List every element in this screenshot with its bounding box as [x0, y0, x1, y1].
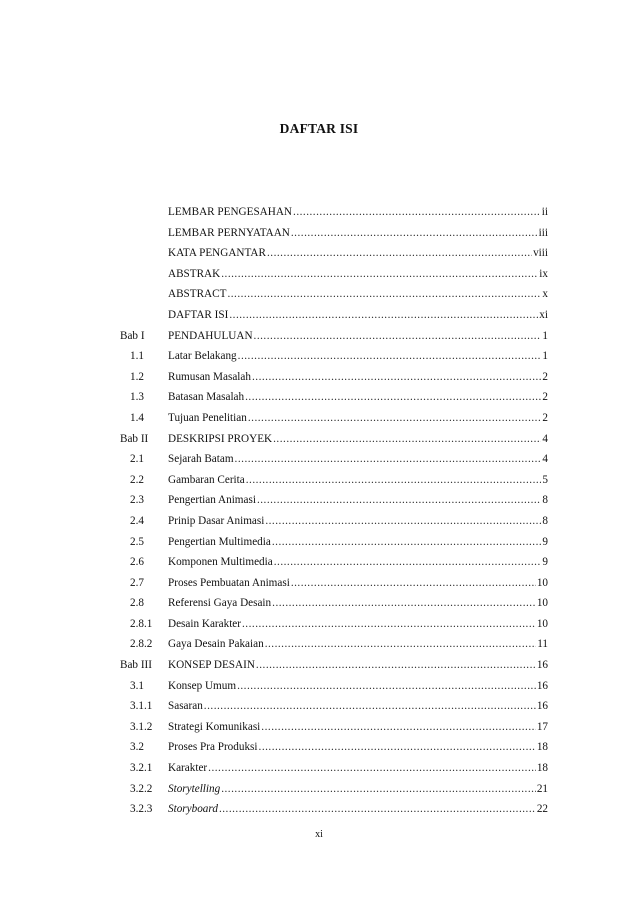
- toc-entry-page: 21: [536, 782, 548, 795]
- toc-entry-page: 5: [542, 473, 548, 486]
- toc-dot-leader: [267, 243, 532, 264]
- toc-dot-leader: [246, 470, 542, 491]
- toc-entry: [120, 676, 548, 697]
- toc-dot-leader: [265, 634, 537, 655]
- toc-entry-number: 2.3: [130, 494, 144, 507]
- toc-entry-label: Storytelling: [168, 782, 221, 795]
- toc-entry-label: Gaya Desain Pakaian: [168, 638, 264, 651]
- toc-entry-number: 1.4: [130, 411, 144, 424]
- toc-entry: [120, 696, 548, 717]
- toc-entry-page: ix: [539, 267, 548, 280]
- toc-entry: [120, 429, 548, 450]
- toc-entry-label: LEMBAR PERNYATAAN: [168, 226, 290, 239]
- toc-entry-label: DAFTAR ISI: [168, 308, 229, 321]
- toc-entry-label: Proses Pra Produksi: [168, 741, 258, 754]
- toc-entry-number: 2.4: [130, 514, 144, 527]
- toc-entry-label: Pengertian Animasi: [168, 494, 256, 507]
- toc-entry-page: ii: [541, 206, 548, 218]
- toc-entry-label: KONSEP DESAIN: [168, 659, 255, 672]
- toc-entry: [120, 799, 548, 820]
- toc-entry-page: 9: [542, 535, 548, 548]
- toc-dot-leader: [252, 367, 541, 388]
- toc-entry-number: 2.8.1: [130, 617, 153, 630]
- toc-dot-leader: [242, 614, 536, 635]
- toc-entry-page: 18: [536, 741, 548, 754]
- toc-entry-number: 2.8: [130, 597, 144, 610]
- toc-dot-leader: [259, 737, 536, 758]
- toc-dot-leader: [254, 326, 542, 347]
- toc-entry-number: 2.8.2: [130, 638, 153, 651]
- toc-entry: [120, 614, 548, 635]
- toc-dot-leader: [248, 408, 542, 429]
- toc-entry: [120, 779, 548, 800]
- toc-dot-leader: [265, 511, 541, 532]
- toc-entry-label: DESKRIPSI PROYEK: [168, 432, 273, 445]
- toc-entry-label: Desain Karakter: [168, 617, 241, 630]
- toc-entry-page: 16: [536, 679, 548, 692]
- toc-entry: [120, 387, 548, 408]
- toc-dot-leader: [274, 552, 542, 573]
- table-of-contents: [120, 202, 548, 820]
- toc-entry-page: 9: [542, 556, 548, 569]
- toc-entry-label: LEMBAR PENGESAHAN: [168, 206, 293, 218]
- toc-entry-number: 3.1.1: [130, 700, 153, 713]
- toc-dot-leader: [272, 532, 542, 553]
- toc-entry: [120, 243, 548, 264]
- toc-entry-label: Gambaran Cerita: [168, 473, 245, 486]
- toc-entry-page: 2: [542, 370, 548, 383]
- toc-dot-leader: [204, 696, 536, 717]
- toc-entry-page: 8: [542, 494, 548, 507]
- toc-entry-label: Storyboard: [168, 803, 218, 816]
- toc-entry-number: 3.1: [130, 679, 144, 692]
- toc-entry-page: 16: [536, 700, 548, 713]
- toc-entry-number: 3.1.2: [130, 720, 153, 733]
- toc-entry-label: Latar Belakang: [168, 350, 237, 363]
- toc-entry-label: Sasaran: [168, 700, 203, 713]
- toc-entry-page: 17: [536, 720, 548, 733]
- toc-dot-leader: [257, 490, 541, 511]
- toc-entry-page: 18: [536, 762, 548, 775]
- toc-entry: [120, 305, 548, 326]
- toc-entry-page: viii: [533, 247, 548, 260]
- toc-entry: [120, 552, 548, 573]
- toc-dot-leader: [229, 305, 538, 326]
- toc-dot-leader: [221, 264, 538, 285]
- toc-entry-number: 1.1: [130, 350, 144, 363]
- toc-entry-page: 10: [536, 617, 548, 630]
- toc-entry-page: 10: [536, 576, 548, 589]
- toc-entry-label: Tujuan Penelitian: [168, 411, 247, 424]
- toc-entry: [120, 223, 548, 244]
- toc-entry: [120, 573, 548, 594]
- toc-entry: [120, 449, 548, 470]
- toc-entry-number: 3.2.2: [130, 782, 153, 795]
- toc-entry-label: PENDAHULUAN: [168, 329, 253, 342]
- toc-entry: [120, 758, 548, 779]
- toc-dot-leader: [291, 223, 538, 244]
- toc-entry-number: Bab III: [120, 659, 152, 672]
- page-number: xi: [315, 829, 323, 840]
- toc-entry-label: Prinip Dasar Animasi: [168, 514, 265, 527]
- toc-entry-number: 2.5: [130, 535, 144, 548]
- toc-entry-page: iii: [538, 226, 548, 239]
- toc-entry-page: 4: [542, 453, 548, 466]
- toc-entry-label: KATA PENGANTAR: [168, 247, 266, 260]
- toc-dot-leader: [272, 593, 536, 614]
- toc-entry-page: 16: [536, 659, 548, 672]
- toc-entry-page: 1: [542, 350, 548, 363]
- toc-entry-label: Sejarah Batam: [168, 453, 234, 466]
- toc-entry: [120, 367, 548, 388]
- toc-entry: [120, 202, 548, 223]
- toc-entry: [120, 532, 548, 553]
- page-title: DAFTAR ISI: [279, 121, 359, 136]
- toc-entry-number: Bab I: [120, 329, 145, 342]
- toc-entry-label: Konsep Umum: [168, 679, 237, 692]
- toc-entry-page: 2: [542, 411, 548, 424]
- toc-entry: [120, 593, 548, 614]
- toc-entry-label: ABSTRAK: [168, 267, 221, 280]
- toc-dot-leader: [227, 284, 541, 305]
- toc-entry: [120, 326, 548, 347]
- toc-entry: [120, 737, 548, 758]
- toc-entry-number: 3.2: [130, 741, 144, 754]
- toc-entry-number: 1.3: [130, 391, 144, 404]
- toc-entry-page: 11: [537, 638, 548, 651]
- toc-entry: [120, 655, 548, 676]
- toc-dot-leader: [237, 676, 536, 697]
- toc-entry: [120, 264, 548, 285]
- toc-entry-page: 22: [536, 803, 548, 816]
- toc-entry-label: Karakter: [168, 762, 208, 775]
- toc-entry: [120, 284, 548, 305]
- toc-dot-leader: [291, 573, 536, 594]
- toc-entry-number: 2.7: [130, 576, 144, 589]
- toc-entry-page: x: [542, 288, 548, 301]
- toc-entry-number: 3.2.3: [130, 803, 153, 816]
- toc-entry-page: 8: [542, 514, 548, 527]
- toc-entry-label: Komponen Multimedia: [168, 556, 273, 569]
- toc-entry-label: Referensi Gaya Desain: [168, 597, 272, 610]
- toc-entry-label: ABSTRACT: [168, 288, 227, 301]
- toc-dot-leader: [221, 779, 536, 800]
- toc-entry-page: 4: [542, 432, 548, 445]
- toc-entry-number: 2.2: [130, 473, 144, 486]
- toc-dot-leader: [219, 799, 536, 820]
- toc-entry-page: xi: [539, 308, 548, 321]
- toc-dot-leader: [256, 655, 536, 676]
- toc-dot-leader: [208, 758, 536, 779]
- toc-entry: [120, 346, 548, 367]
- toc-entry: [120, 717, 548, 738]
- toc-dot-leader: [293, 202, 541, 223]
- toc-dot-leader: [235, 449, 542, 470]
- toc-entry: [120, 490, 548, 511]
- toc-dot-leader: [261, 717, 536, 738]
- toc-dot-leader: [273, 429, 541, 450]
- toc-entry: [120, 634, 548, 655]
- toc-entry-label: Strategi Komunikasi: [168, 720, 261, 733]
- toc-entry-number: 2.6: [130, 556, 144, 569]
- toc-entry: [120, 470, 548, 491]
- toc-entry-label: Pengertian Multimedia: [168, 535, 271, 548]
- toc-dot-leader: [238, 346, 542, 367]
- toc-entry-number: 1.2: [130, 370, 144, 383]
- toc-entry-number: 2.1: [130, 453, 144, 466]
- toc-entry-label: Batasan Masalah: [168, 391, 245, 404]
- toc-entry: [120, 408, 548, 429]
- toc-entry-page: 10: [536, 597, 548, 610]
- toc-entry-page: 1: [542, 329, 548, 342]
- toc-entry: [120, 511, 548, 532]
- toc-entry-number: 3.2.1: [130, 762, 153, 775]
- toc-dot-leader: [245, 387, 541, 408]
- toc-entry-number: Bab II: [120, 432, 149, 445]
- toc-entry-label: Rumusan Masalah: [168, 370, 251, 383]
- toc-entry-page: 2: [542, 391, 548, 404]
- toc-entry-label: Proses Pembuatan Animasi: [168, 576, 290, 589]
